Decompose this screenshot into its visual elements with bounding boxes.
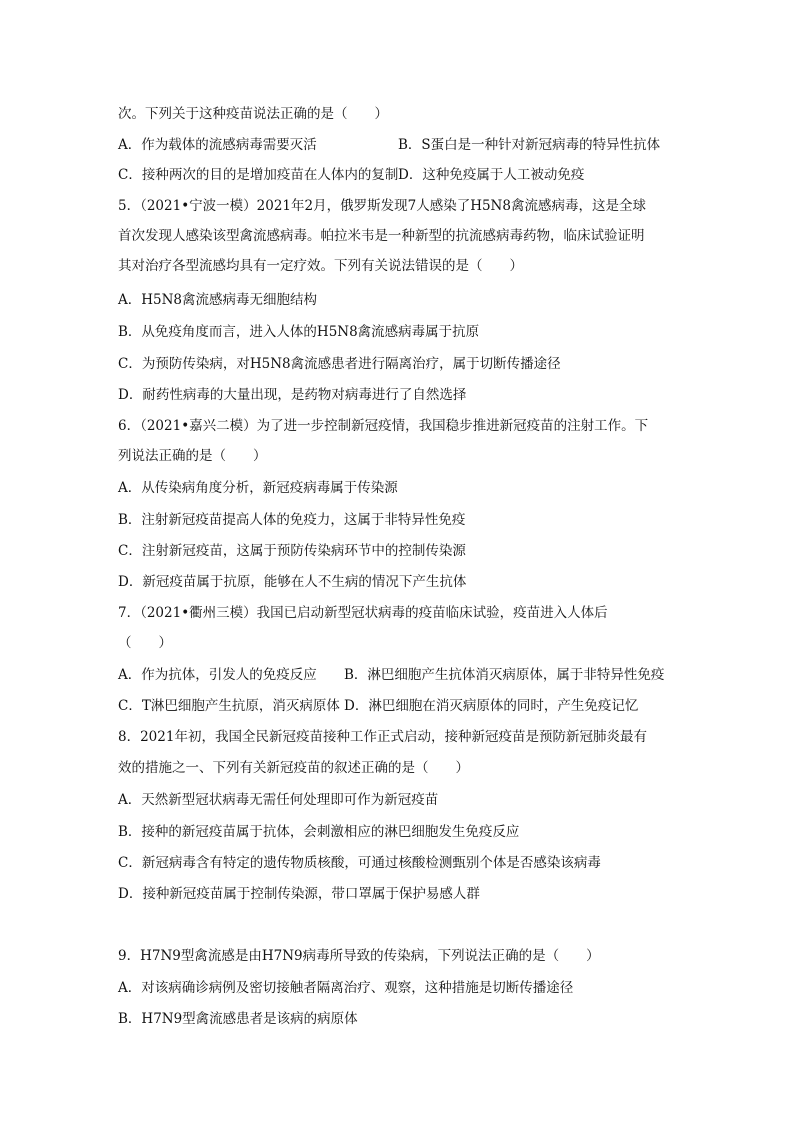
- q4-option-b[interactable]: B．S蛋白是一种针对新冠病毒的特异性抗体: [398, 137, 661, 153]
- q5-option-d[interactable]: D．耐药性病毒的大量出现，是药物对病毒进行了自然选择: [118, 387, 467, 403]
- q9-option-b[interactable]: B．H7N9型禽流感患者是该病的病原体: [118, 1011, 358, 1027]
- q7-option-d[interactable]: D．淋巴细胞在消灭病原体的同时，产生免疫记忆: [344, 698, 639, 714]
- q5-option-b[interactable]: B．从免疫角度而言，进入人体的H5N8禽流感病毒属于抗原: [118, 324, 480, 340]
- q7-stem-line2: （ ）: [118, 635, 172, 651]
- q6-option-a[interactable]: A．从传染病角度分析，新冠疫病毒属于传染源: [118, 480, 398, 496]
- q7-stem-line1: 7．（2021•衢州三模）我国已启动新型冠状病毒的疫苗临床试验，疫苗进入人体后: [118, 605, 608, 621]
- q8-option-a[interactable]: A．天然新型冠状病毒无需任何处理即可作为新冠疫苗: [118, 792, 439, 808]
- q4-stem-tail: 次。下列关于这种疫苗说法正确的是（ ）: [118, 106, 388, 122]
- q9-stem-line1: 9．H7N9型禽流感是由H7N9病毒所导致的传染病，下列说法正确的是（ ）: [118, 948, 600, 964]
- q7-option-a[interactable]: A．作为抗体，引发人的免疫反应: [118, 667, 317, 683]
- q5-stem-line3: 其对治疗各型流感均具有一定疗效。下列有关说法错误的是（ ）: [118, 258, 523, 274]
- q6-option-b[interactable]: B．注射新冠疫苗提高人体的免疫力，这属于非特异性免疫: [118, 512, 466, 528]
- q7-options-row1: [118, 665, 678, 685]
- q5-option-c[interactable]: C．为预防传染病，对H5N8禽流感患者进行隔离治疗，属于切断传播途径: [118, 356, 561, 372]
- q6-stem-line2: 列说法正确的是（ ）: [118, 448, 267, 464]
- q8-option-d[interactable]: D．接种新冠疫苗属于控制传染源，带口罩属于保护易感人群: [118, 886, 480, 902]
- q4-option-c[interactable]: C．接种两次的目的是增加疫苗在人体内的复制: [118, 167, 399, 183]
- q7-option-c[interactable]: C．T淋巴细胞产生抗原，消灭病原体: [118, 698, 340, 714]
- q8-stem-line2: 效的措施之一、下列有关新冠疫苗的叙述正确的是（ ）: [118, 760, 469, 776]
- q5-stem-line2: 首次发现人感染该型禽流感病毒。帕拉米韦是一种新型的抗流感病毒药物，临床试验证明: [118, 228, 645, 244]
- q8-option-b[interactable]: B．接种的新冠疫苗属于抗体，会刺激相应的淋巴细胞发生免疫反应: [118, 824, 520, 840]
- q6-stem-line1: 6．（2021•嘉兴二模）为了进一步控制新冠疫情，我国稳步推进新冠疫苗的注射工作。下: [118, 418, 649, 434]
- q4-options-row2: [118, 165, 678, 185]
- q5-option-a[interactable]: A．H5N8禽流感病毒无细胞结构: [118, 292, 318, 308]
- q6-option-d[interactable]: D．新冠疫苗属于抗原，能够在人不生病的情况下产生抗体: [118, 574, 467, 590]
- q4-option-d[interactable]: D．这种免疫属于人工被动免疫: [398, 167, 585, 183]
- q4-options-row1: [118, 135, 678, 155]
- q7-option-b[interactable]: B．淋巴细胞产生抗体消灭病原体，属于非特异性免疫: [344, 667, 665, 683]
- q7-options-row2: [118, 696, 678, 716]
- q8-stem-line1: 8．2021年初，我国全民新冠疫苗接种工作正式启动，接种新冠疫苗是预防新冠肺炎最有: [118, 729, 647, 745]
- q9-option-a[interactable]: A．对该病确诊病例及密切接触者隔离治疗、观察，这种措施是切断传播途径: [118, 980, 574, 996]
- q6-option-c[interactable]: C．注射新冠疫苗，这属于预防传染病环节中的控制传染源: [118, 543, 466, 559]
- q4-option-a[interactable]: A．作为载体的流感病毒需要灭活: [118, 137, 317, 153]
- q8-option-c[interactable]: C．新冠病毒含有特定的遗传物质核酸，可通过核酸检测甄别个体是否感染该病毒: [118, 855, 601, 871]
- q5-stem-line1: 5．（2021•宁波一模）2021年2月，俄罗斯发现7人感染了H5N8禽流感病毒，这是全球: [118, 198, 646, 214]
